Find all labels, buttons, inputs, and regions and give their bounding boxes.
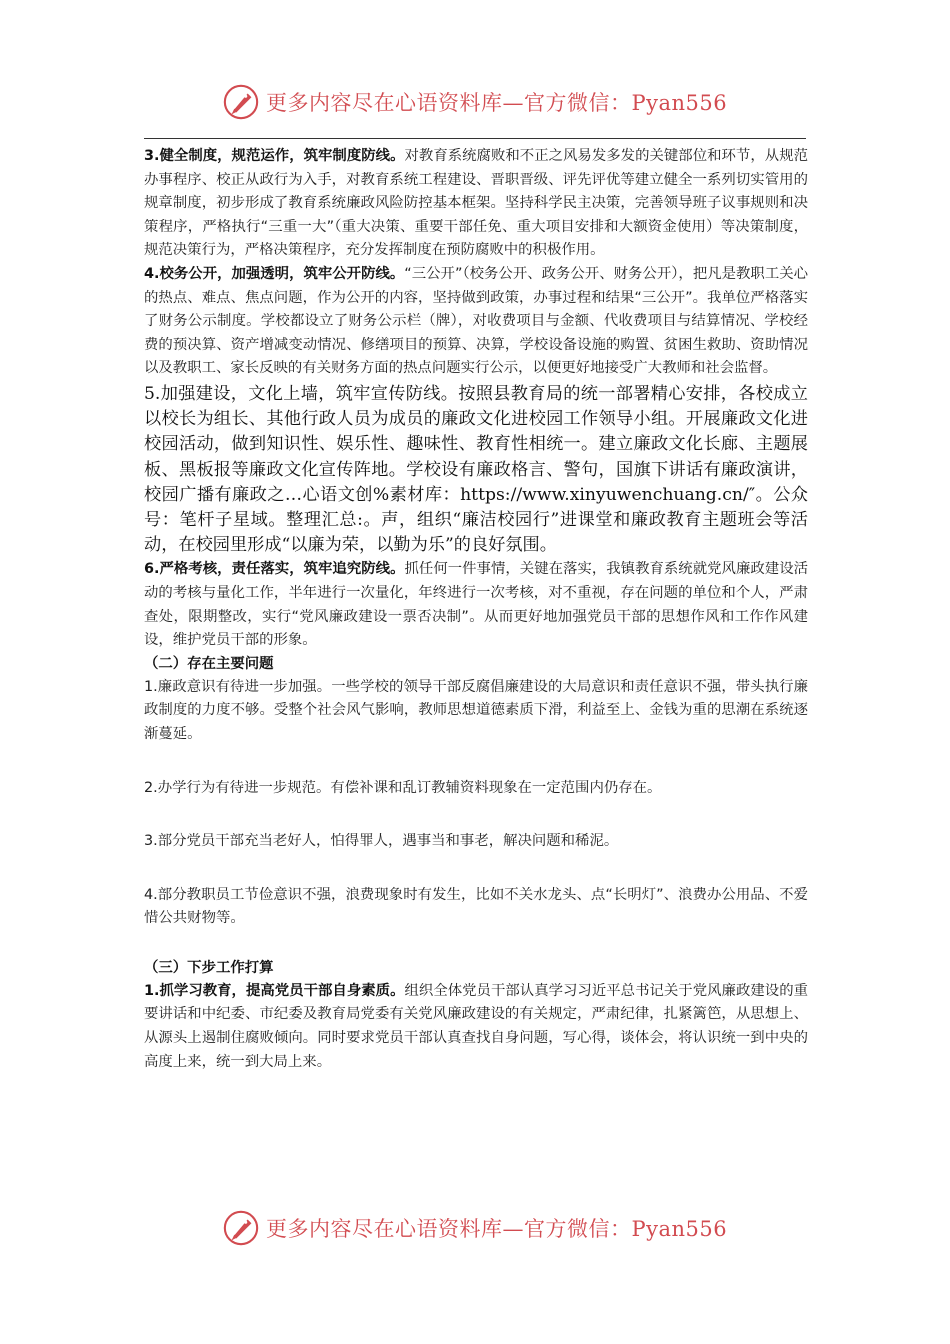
pen-nib-icon (222, 83, 260, 121)
paragraph-heading: 3.健全制度，规范运作，筑牢制度防线。 (144, 148, 405, 164)
paragraph-6 (144, 558, 808, 652)
spacer (144, 931, 808, 957)
paragraph-3 (144, 145, 808, 263)
paragraph-heading: 4.校务公开，加强透明，筑牢公开防线。 (144, 265, 405, 282)
paragraph-5 (144, 382, 808, 558)
paragraph-text: 对教育系统腐败和不正之风易发多发的关键部位和环节，从规范办事程序、校正从政行为入手，对教育系统工程建设、晋职晋级、评先评优等建立健全一系列切实管用的规章制度，初步形成了教育系统廉政风险防控基本框架。坚持科学民主决策，完善领导班子议事规则和决策程序，严格执行“三重一大”（重大决策、重要干部任免、重大项目安排和大额资金使用）等决策制度，规范决策行为，严格决策程序，充分发挥制度在预防腐败中的积极作用。 (144, 148, 808, 259)
paragraph-text: 5.加强建设，文化上墙，筑牢宣传防线。按照县教育局的统一部署精心安排，各校成立以校长为组长、其他行政人员为成员的廉政文化进校园工作领导小组。开展廉政文化进校园活动，做到知识性、娱乐性、趣味性、教育性相统一。建立廉政文化长廊、主题展板、黑板报等廉政文化宣传阵地。学校设有廉政格言、警句，国旗下讲话有廉政演讲，校园广播有廉政之…心语文创%素材库：https://www.xinyuwenchuang.cn/″。公众号：笔杆子星域。整理汇总:。声，组织“廉洁校园行”进课堂和廉政教育主题班会等活动，在校园里形成“以廉为荣，以勤为乐”的良好氛围。 (144, 383, 808, 556)
problem-item: 3.部分党员干部充当老好人，怕得罪人，遇事当和事老，解决问题和稀泥。 (144, 833, 619, 850)
paragraph-text: 抓任何一件事情，关键在落实，我镇教育系统就党风廉政建设活动的考核与量化工作，半年进行一次量化，年终进行一次考核，对不重视，存在问题的单位和个人，严肃查处，限期整改，实行“党风廉政建设一票否决制”。从而更好地加强党员干部的思想作风和工作作风建设，维护党员干部的形象。 (144, 561, 808, 649)
document-body (144, 145, 808, 1074)
problem-item: 2.办学行为有待进一步规范。有偿补课和乱订教辅资料现象在一定范围内仍存在。 (144, 779, 662, 796)
section-title-plans: （三）下步工作打算 (144, 959, 274, 976)
section-title-problems: （二）存在主要问题 (144, 655, 274, 672)
pen-nib-icon (222, 1209, 260, 1247)
spacer (144, 800, 808, 830)
header-banner (222, 82, 742, 122)
problem-item: 4.部分教职员工节俭意识不强，浪费现象时有发生，比如不关水龙头、点“长明灯”、浪费办公用品、不爱惜公共财物等。 (144, 886, 808, 927)
spacer (144, 854, 808, 884)
header-divider (144, 138, 806, 139)
problem-item: 1.廉政意识有待进一步加强。一些学校的领导干部反腐倡廉建设的大局意识和责任意识不强，带头执行廉政制度的力度不够。受整个社会风气影响，教师思想道德素质下滑，利益至上、金钱为重的思潮在系统逐渐蔓延。 (144, 678, 808, 742)
banner-text: 更多内容尽在心语资料库—官方微信：Pyan556 (266, 1217, 728, 1241)
spacer (144, 747, 808, 777)
plan-item (144, 980, 808, 1074)
paragraph-text: “三公开”（校务公开、政务公开、财务公开），把凡是教职工关心的热点、难点、焦点问题，作为公开的内容，坚持做到政策，办事过程和结果“三公开”。我单位严格落实了财务公示制度。学校都设立了财务公示栏（牌），对收费项目与金额、代收费项目与结算情况、学校经费的预决算、资产增减变动情况、修缮项目的预算、决算，学校设备设施的购置、贫困生救助、资助情况以及教职工、家长反映的有关财务方面的热点问题实行公示，以便更好地接受广大教师和社会监督。 (144, 265, 809, 377)
paragraph-4 (144, 263, 808, 381)
footer-banner (222, 1208, 742, 1248)
paragraph-heading: 1.抓学习教育，提高党员干部自身素质。 (144, 982, 405, 999)
paragraph-heading: 6.严格考核，责任落实，筑牢追究防线。 (144, 561, 405, 578)
paragraph-text: 组织全体党员干部认真学习习近平总书记关于党风廉政建设的重要讲话和中纪委、市纪委及教育局党委有关党风廉政建设的有关规定，严肃纪律，扎紧篱笆，从思想上、从源头上遏制住腐败倾向。同时要求党员干部认真查找自身问题，写心得，谈体会，将认识统一到中央的高度上来，统一到大局上来。 (144, 982, 808, 1070)
banner-text: 更多内容尽在心语资料库—官方微信：Pyan556 (266, 91, 728, 115)
